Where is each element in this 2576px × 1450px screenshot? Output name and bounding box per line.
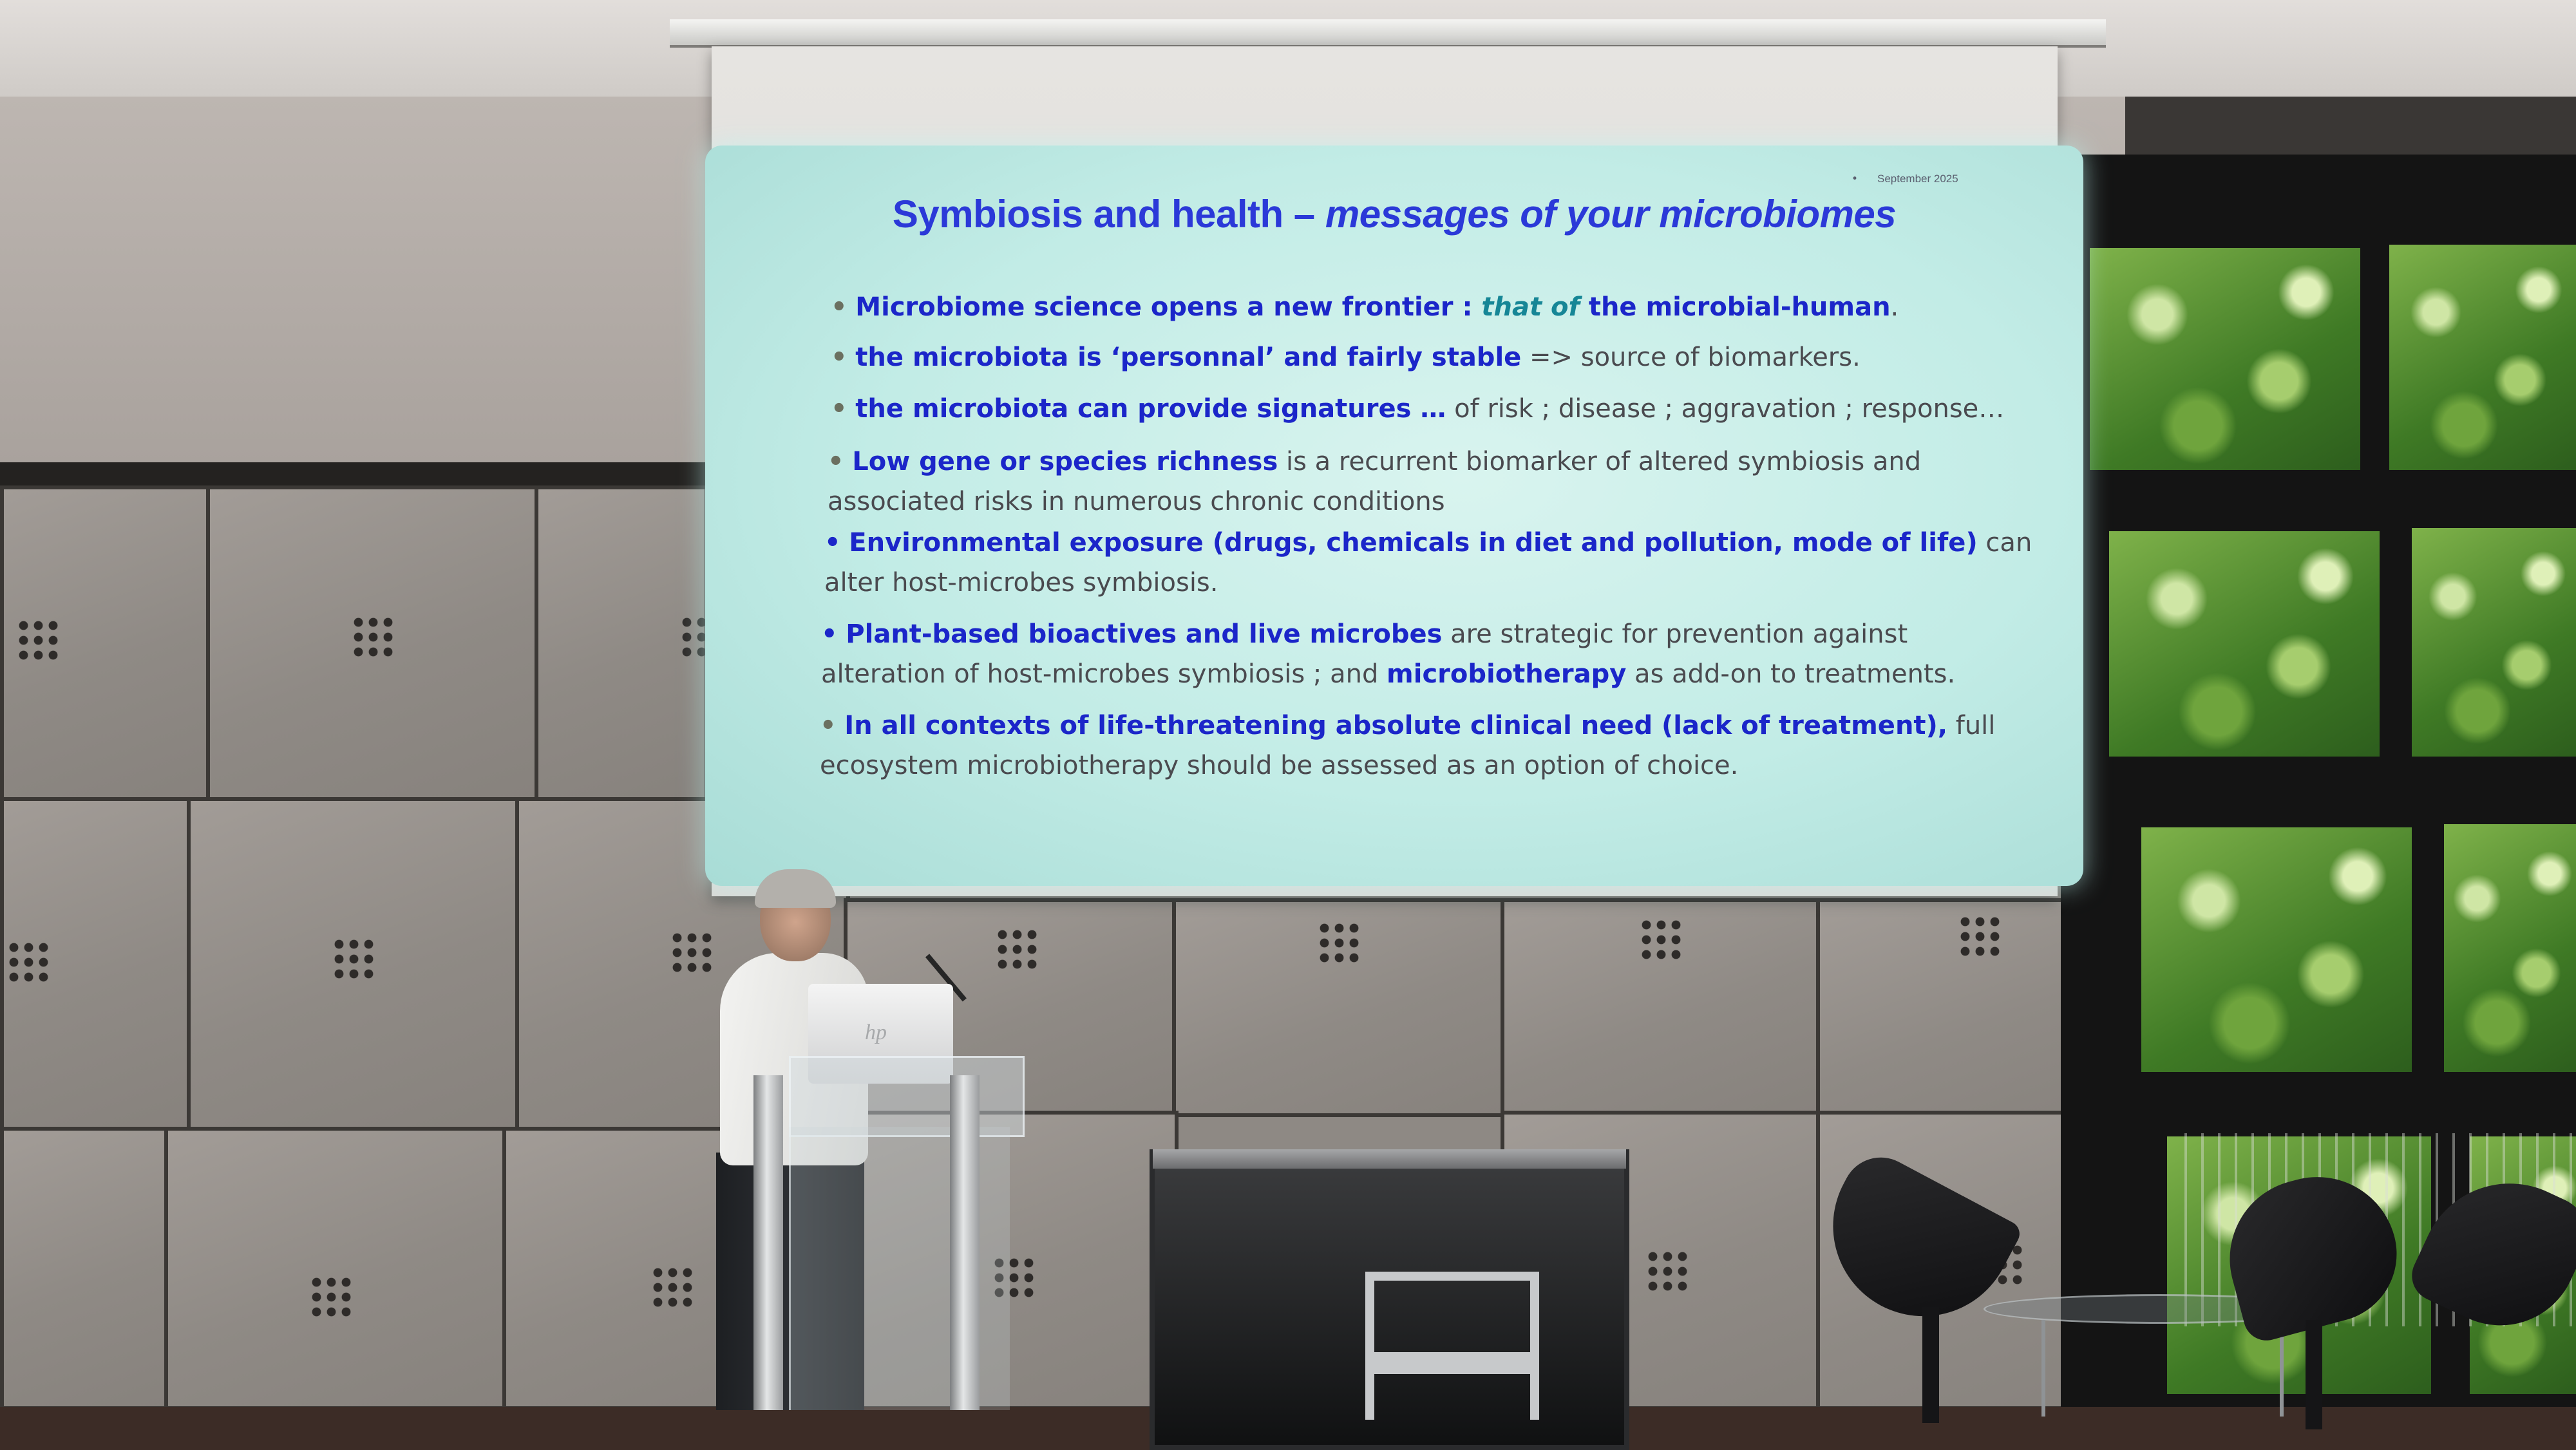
- vent-grille: [351, 615, 396, 660]
- bullet-marker: •: [828, 447, 844, 476]
- vent-grille: [1958, 914, 2003, 959]
- slide-title-italic: messages of your microbiomes: [1325, 193, 1897, 236]
- bullet-bold-text: Low gene or species richness: [852, 447, 1278, 476]
- vent-grille: [6, 940, 52, 985]
- vent-grille: [1639, 918, 1684, 963]
- bullet-text: full ecosystem microbiotherapy should be assessed as an option of choice.: [820, 711, 1996, 780]
- slide-bullet: [821, 614, 2032, 694]
- stage-monitor-rim: [1153, 1149, 1626, 1169]
- vent-grille: [670, 930, 715, 975]
- slide-bullet: [831, 287, 2041, 327]
- bullet-bold-text: In all contexts of life-threatening absolute clinical need (lack of treatment),: [844, 711, 1948, 740]
- bullet-bold-text: microbiotherapy: [1387, 659, 1627, 689]
- wall-panel: [164, 1127, 512, 1410]
- bullet-bold-text: the microbiota is ‘personnal’ and fairly stable: [855, 343, 1522, 372]
- slide-bullet: [820, 706, 2031, 786]
- slide-bullet: [828, 442, 2038, 522]
- slide-bullet: [831, 337, 2041, 377]
- bullet-bold-text: the microbial-human: [1579, 292, 1891, 322]
- slide-date-dot: •: [1852, 173, 1859, 185]
- window-pane: [2109, 531, 2380, 757]
- bullet-text: are strategic for prevention against alteration of host-microbes symbiosis ; and: [821, 619, 1908, 689]
- bullet-marker: •: [831, 292, 848, 322]
- lectern-post: [950, 1075, 980, 1410]
- bullet-text: as add-on to treatments.: [1626, 659, 1956, 689]
- vent-grille: [1645, 1249, 1690, 1294]
- window-pane: [2141, 827, 2412, 1072]
- bullet-text: can alter host-microbes symbiosis.: [824, 528, 2032, 598]
- vent-grille: [309, 1275, 354, 1320]
- bullet-marker: •: [831, 394, 848, 424]
- wall-panel: [0, 1127, 174, 1410]
- slide-bullet: [831, 389, 2041, 429]
- chair-leg: [1922, 1307, 1939, 1423]
- window-pane: [2090, 248, 2360, 470]
- bullet-text: .: [1890, 292, 1899, 322]
- window-pane: [2389, 245, 2576, 470]
- bullet-bold-text: Plant-based bioactives and live microbes: [846, 619, 1443, 649]
- lectern-post: [753, 1075, 783, 1410]
- vent-grille: [16, 618, 61, 663]
- bullet-marker: •: [824, 528, 841, 558]
- slide-bullet: [824, 523, 2035, 603]
- bullet-italic-text: that of: [1481, 292, 1580, 322]
- laptop-logo: hp: [865, 1021, 887, 1044]
- slide-title: [705, 192, 2083, 236]
- bullet-marker: •: [821, 619, 838, 649]
- window-pane: [2444, 824, 2576, 1072]
- window-pane: [2412, 528, 2576, 757]
- bullet-bold-text: Microbiome science opens a new frontier :: [855, 292, 1482, 322]
- lectern-top: [789, 1056, 1025, 1137]
- vent-grille: [995, 927, 1040, 972]
- bullet-bold-text: the microbiota can provide signatures …: [855, 394, 1446, 424]
- bullet-marker: •: [820, 711, 837, 740]
- projector-screen-housing: [670, 19, 2106, 48]
- monitor-stand: [1365, 1272, 1539, 1420]
- vent-grille: [332, 937, 377, 982]
- presentation-slide: [705, 146, 2083, 886]
- vent-grille: [1317, 921, 1362, 966]
- monitor-stand-bar: [1368, 1352, 1536, 1374]
- bullet-text: is a recurrent biomarker of altered symbiosis and associated risks in numerous chronic conditions: [828, 447, 1922, 516]
- bullet-text: of risk ; disease ; aggravation ; response…: [1446, 394, 2005, 424]
- chair-leg: [2306, 1320, 2322, 1429]
- slide-title-plain: Symbiosis and health –: [892, 193, 1325, 236]
- bullet-bold-text: Environmental exposure (drugs, chemicals in diet and pollution, mode of life): [849, 528, 1978, 558]
- bullet-text: => source of biomarkers.: [1521, 343, 1861, 372]
- table-leg: [2041, 1320, 2045, 1417]
- slide-date: September 2025: [1877, 173, 1958, 185]
- vent-grille: [650, 1265, 696, 1310]
- bullet-marker: •: [831, 343, 848, 372]
